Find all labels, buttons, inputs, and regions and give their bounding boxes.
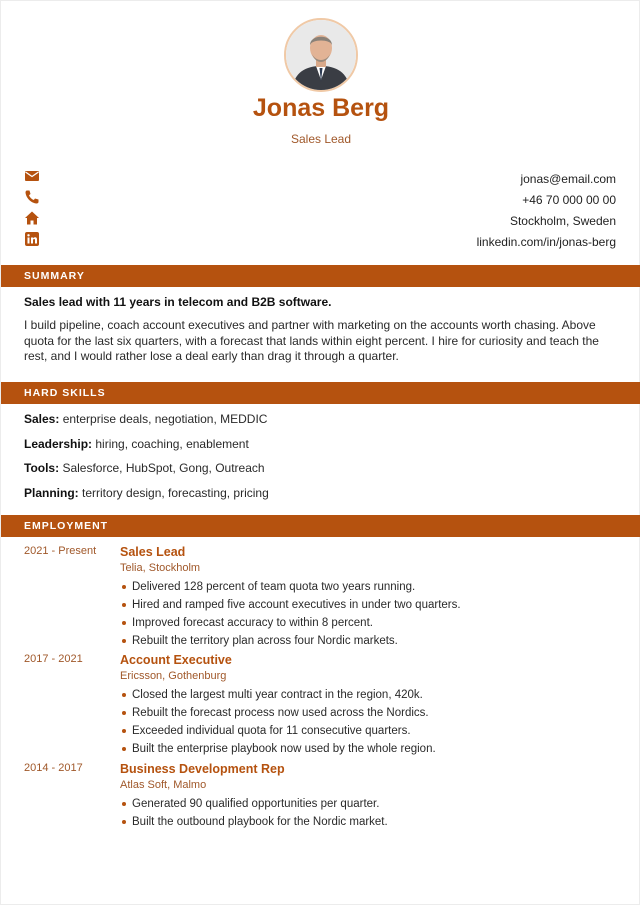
job-company: Telia, Stockholm [120, 562, 201, 574]
skill-row [24, 437, 269, 462]
skills-list [24, 412, 269, 510]
job-company: Ericsson, Gothenburg [120, 670, 227, 682]
job-dates: 2021 - Present [24, 545, 97, 557]
job-bullet: Hired and ramped five account executives in under two quarters. [120, 596, 461, 614]
job-bullets [120, 578, 461, 650]
skill-label: Sales: [24, 412, 60, 426]
mail-icon [24, 168, 40, 184]
contact-icons [24, 168, 44, 252]
contact-email[interactable]: jonas@email.com [520, 172, 616, 186]
skill-label: Tools: [24, 461, 60, 475]
job-company: Atlas Soft, Malmo [120, 779, 207, 791]
job-title: Account Executive [120, 653, 232, 667]
job-bullet: Rebuilt the forecast process now used across the Nordics. [120, 704, 436, 722]
candidate-name: Jonas Berg [252, 94, 390, 122]
skill-row [24, 412, 269, 437]
job-bullet: Delivered 128 percent of team quota two years running. [120, 578, 461, 596]
resume-header [1, 1, 640, 161]
job-bullet: Generated 90 qualified opportunities per quarter. [120, 795, 388, 813]
summary-body: I build pipeline, coach account executives and partner with marketing on the accounts worth chasing. Above quota for the last six quarters, with a forecast that lands within eight percent. I hire for curiosity and teach the rest, and I would rather lose a deal early than drag it through a quarter. [24, 318, 599, 363]
contact-linkedin[interactable]: linkedin.com/in/jonas-berg [476, 235, 616, 249]
job-bullet: Closed the largest multi year contract in the region, 420k. [120, 686, 436, 704]
skill-row [24, 461, 269, 486]
summary-headline: Sales lead with 11 years in telecom and B2B software. [24, 295, 332, 309]
section-header-summary: SUMMARY [1, 265, 640, 287]
skill-label: Leadership: [24, 436, 93, 451]
job-dates: 2017 - 2021 [24, 653, 83, 665]
skill-value: hiring, coaching, enablement [95, 436, 249, 451]
job-bullet: Rebuilt the territory plan across four Nordic markets. [120, 632, 461, 650]
section-header-employment: EMPLOYMENT [1, 515, 640, 537]
linkedin-icon [24, 231, 40, 247]
job-title: Business Development Rep [120, 762, 285, 776]
skill-label: Planning: [24, 485, 79, 500]
skill-value: Salesforce, HubSpot, Gong, Outreach [62, 461, 265, 475]
job-bullet: Exceeded individual quota for 11 consecutive quarters. [120, 722, 436, 740]
job-bullet: Built the outbound playbook for the Nordic market. [120, 813, 388, 831]
candidate-title: Sales Lead [290, 132, 352, 146]
skill-value: territory design, forecasting, pricing [82, 485, 269, 500]
contact-phone[interactable]: +46 70 000 00 00 [522, 193, 616, 207]
phone-icon [24, 189, 40, 205]
avatar [284, 18, 358, 92]
job-title: Sales Lead [120, 545, 186, 559]
skill-row [24, 486, 269, 511]
job-bullet: Improved forecast accuracy to within 8 percent. [120, 614, 461, 632]
job-bullets [120, 795, 388, 831]
job-bullets [120, 686, 436, 758]
home-icon [24, 210, 40, 226]
section-header-skills: HARD SKILLS [1, 382, 640, 404]
job-bullet: Built the enterprise playbook now used by the whole region. [120, 740, 436, 758]
job-dates: 2014 - 2017 [24, 762, 83, 774]
contact-location: Stockholm, Sweden [509, 214, 616, 228]
skill-value: enterprise deals, negotiation, MEDDIC [62, 412, 268, 426]
contact-info [477, 169, 616, 253]
